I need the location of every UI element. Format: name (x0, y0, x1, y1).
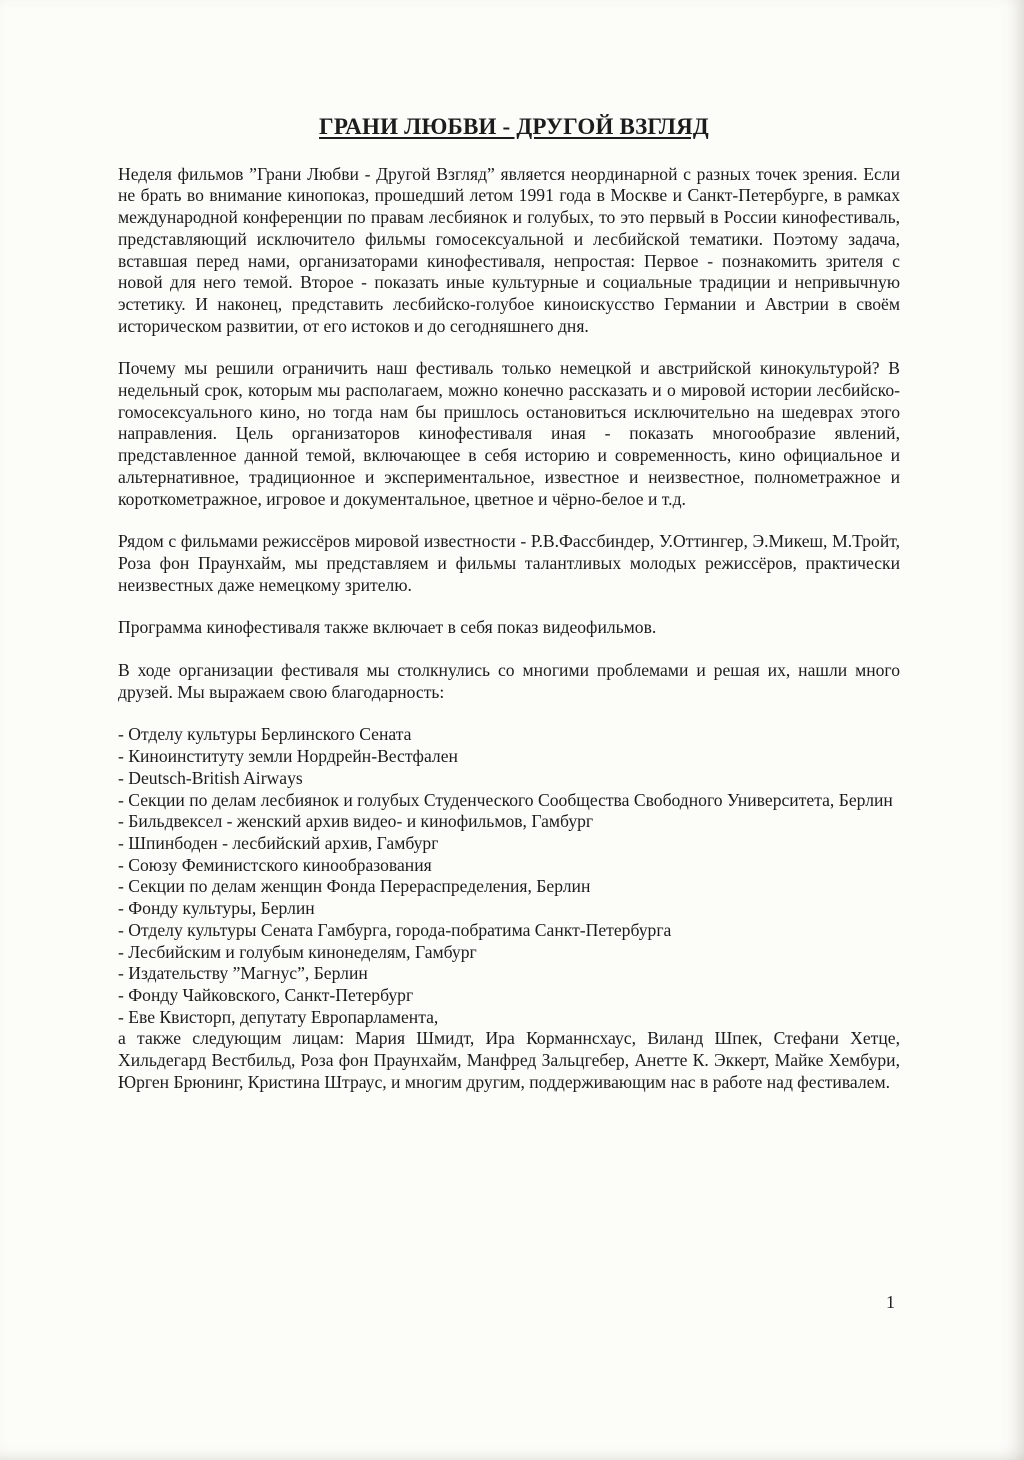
list-item: - Киноинституту земли Нордрейн-Вестфален (118, 746, 458, 767)
list-item: - Издательству ”Магнус”, Берлин (118, 963, 368, 984)
list-item: - Шпинбоден - лесбийский архив, Гамбург (118, 832, 439, 853)
closing-paragraph: а также следующим лицам: Мария Шмидт, Ира Корманнсхаус, Виланд Шпек, Стефани Хетце, Хильдегард Вестбильд, Роза фон Праунхайм, Манфред Зальцгебер, Анетте К. Эккерт, Майке Хембури, Юрген Брюнинг, Кристина Штраус, и многим другим, поддерживающим нас в работе над фестивалем. (118, 1028, 900, 1092)
list-item: - Фонду Чайковского, Санкт-Петербург (118, 984, 414, 1005)
document-body (118, 116, 900, 1093)
intro-paragraph: Неделя фильмов ”Грани Любви - Другой Взгляд” является неординарной с разных точек зрения. Если не брать во внимание кинопоказ, прошедший летом 1991 года в Москве и Санкт-Петербурге, в рамках международной конференции по правам лесбиянок и голубых, то это первый в России кинофестиваль, представляющий исключитело фильмы гомосексуальной и лесбийской тематики. Поэтому задача, вставшая перед нами, организаторами кинофестиваля, непростая: Первое - познакомить зрителя с новой для него темой. Второе - показать иные культурные и социальные традиции и непривычную эстетику. И наконец, представить лесбийско-голубое киноискусство Германии и Австрии в своём историческом развитии, от его истоков и до сегодняшнего дня. (118, 163, 900, 336)
paragraph-gap (118, 510, 900, 531)
document-title: ГРАНИ ЛЮБВИ - ДРУГОЙ ВЗГЛЯД (319, 114, 709, 139)
video-paragraph: Программа кинофестиваля также включает в себя показ видеофильмов. (118, 617, 657, 638)
list-item: - Бильдвексел - женский архив видео- и кинофильмов, Гамбург (118, 811, 594, 832)
directors-paragraph: Рядом с фильмами режиссёров мировой известности - Р.В.Фассбиндер, У.Оттингер, Э.Микеш, М.Тройт, Роза фон Праунхайм, мы представляем и фильмы талантливых молодых режиссёров, практически неизвестных даже немецкому зрителю. (118, 531, 900, 595)
thanks-list (118, 724, 900, 1028)
paragraph-gap (118, 703, 900, 724)
list-item: - Секции по делам лесбиянок и голубых Студенческого Сообщества Свободного Университета, Берлин (118, 789, 893, 810)
list-item: - Лесбийским и голубым кинонеделям, Гамбург (118, 941, 477, 962)
list-item: - Отделу культуры Сената Гамбурга, города-побратима Санкт-Петербурга (118, 919, 672, 940)
list-item: - Deutsch-British Airways (118, 767, 303, 788)
list-item: - Союзу Феминистского кинообразования (118, 854, 432, 875)
paragraph-gap (118, 337, 900, 358)
list-item: - Еве Квисторп, депутату Европарламента, (118, 1006, 439, 1027)
gratitude-paragraph: В ходе организации фестиваля мы столкнулись со многими проблемами и решая их, нашли много друзей. Мы выражаем свою благодарность: (118, 660, 900, 702)
why-german-paragraph: Почему мы решили ограничить наш фестиваль только немецкой и австрийской кинокультурой? В недельный срок, которым мы располагаем, можно конечно рассказать и о мировой истории лесбийско-гомосексуального кино, но тогда нам бы пришлось остановиться исключительно на шедеврах этого направления. Цель организаторов кинофестиваля иная - показать многообразие явлений, представленное данной темой, включающее в себя историю и современность, кино официальное и альтернативное, традиционное и экспериментальное, известное и неизвестное, полнометражное и короткометражное, игровое и документальное, цветное и чёрно-белое и т.д. (118, 358, 900, 509)
list-item: - Секции по делам женщин Фонда Перераспределения, Берлин (118, 876, 591, 897)
page-number: 1 (886, 1292, 895, 1312)
list-item: - Отделу культуры Берлинского Сената (118, 724, 412, 745)
list-item: - Фонду культуры, Берлин (118, 898, 315, 919)
paragraph-gap (118, 596, 900, 617)
paragraph-gap (118, 639, 900, 660)
